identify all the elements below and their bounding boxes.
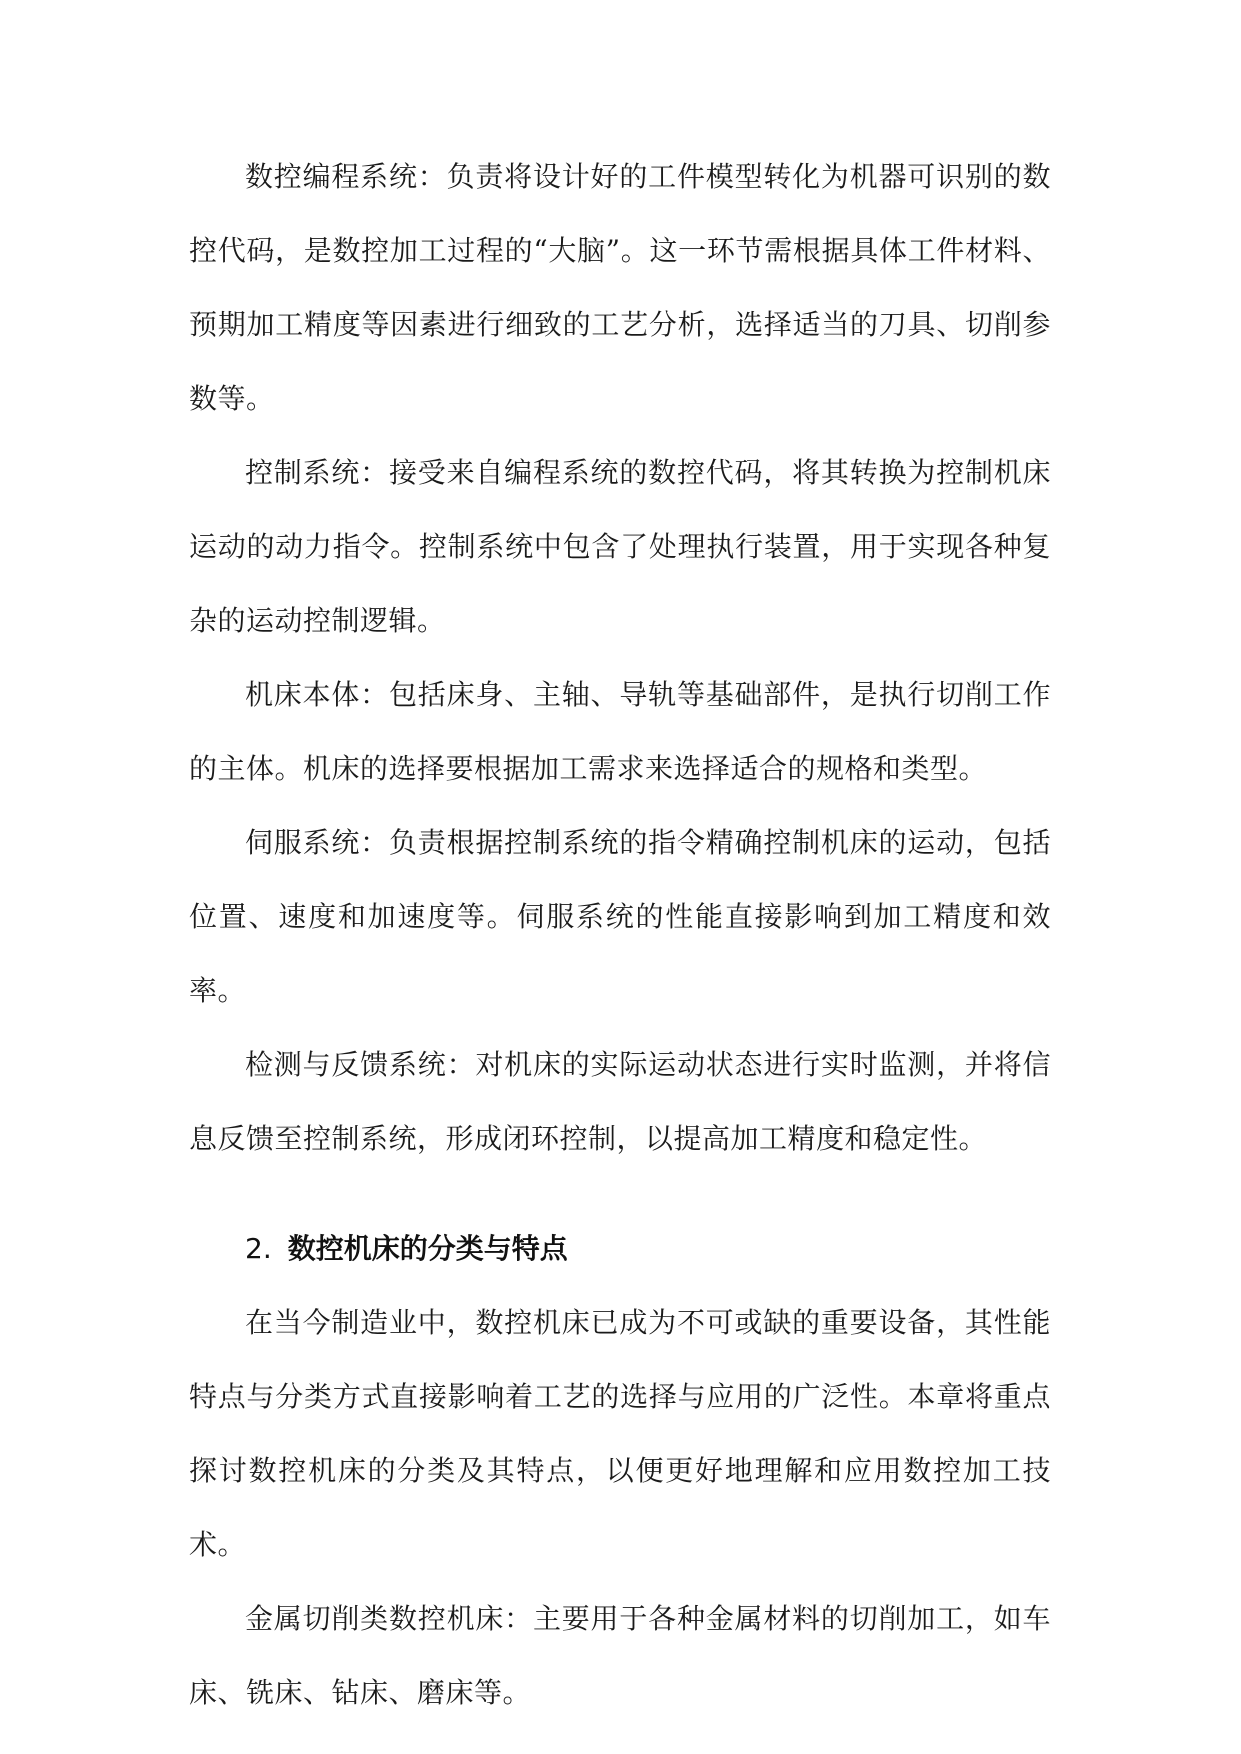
paragraph-intro: 在当今制造业中，数控机床已成为不可或缺的重要设备，其性能特点与分类方式直接影响着工艺的选择与应用的广泛性。本章将重点探讨数控机床的分类及其特点，以便更好地理解和应用数控加工技术。 xyxy=(189,1306,1051,1561)
paragraph-feedback-system: 检测与反馈系统：对机床的实际运动状态进行实时监测，并将信息反馈至控制系统，形成闭环控制，以提高加工精度和稳定性。 xyxy=(189,1048,1051,1155)
paragraph-metal-cutting: 金属切削类数控机床：主要用于各种金属材料的切削加工，如车床、铣床、钻床、磨床等。 xyxy=(189,1602,1051,1709)
paragraph-machine-body: 机床本体：包括床身、主轴、导轨等基础部件，是执行切削工作的主体。机床的选择要根据加工需求来选择适合的规格和类型。 xyxy=(189,678,1051,785)
paragraph-programming-system: 数控编程系统：负责将设计好的工件模型转化为机器可识别的数控代码，是数控加工过程的“大脑”。这一环节需根据具体工件材料、预期加工精度等因素进行细致的工艺分析，选择适当的刀具、切削参数等。 xyxy=(189,160,1051,415)
document-body xyxy=(189,140,1051,1730)
paragraph-control-system: 控制系统：接受来自编程系统的数控代码，将其转换为控制机床运动的动力指令。控制系统中包含了处理执行装置，用于实现各种复杂的运动控制逻辑。 xyxy=(189,456,1051,637)
section-heading xyxy=(189,1212,1051,1286)
section-title: 数控机床的分类与特点 xyxy=(287,1232,568,1265)
section-number: 2. xyxy=(245,1232,272,1265)
paragraph-servo-system: 伺服系统：负责根据控制系统的指令精确控制机床的运动，包括位置、速度和加速度等。伺服系统的性能直接影响到加工精度和效率。 xyxy=(189,826,1051,1007)
